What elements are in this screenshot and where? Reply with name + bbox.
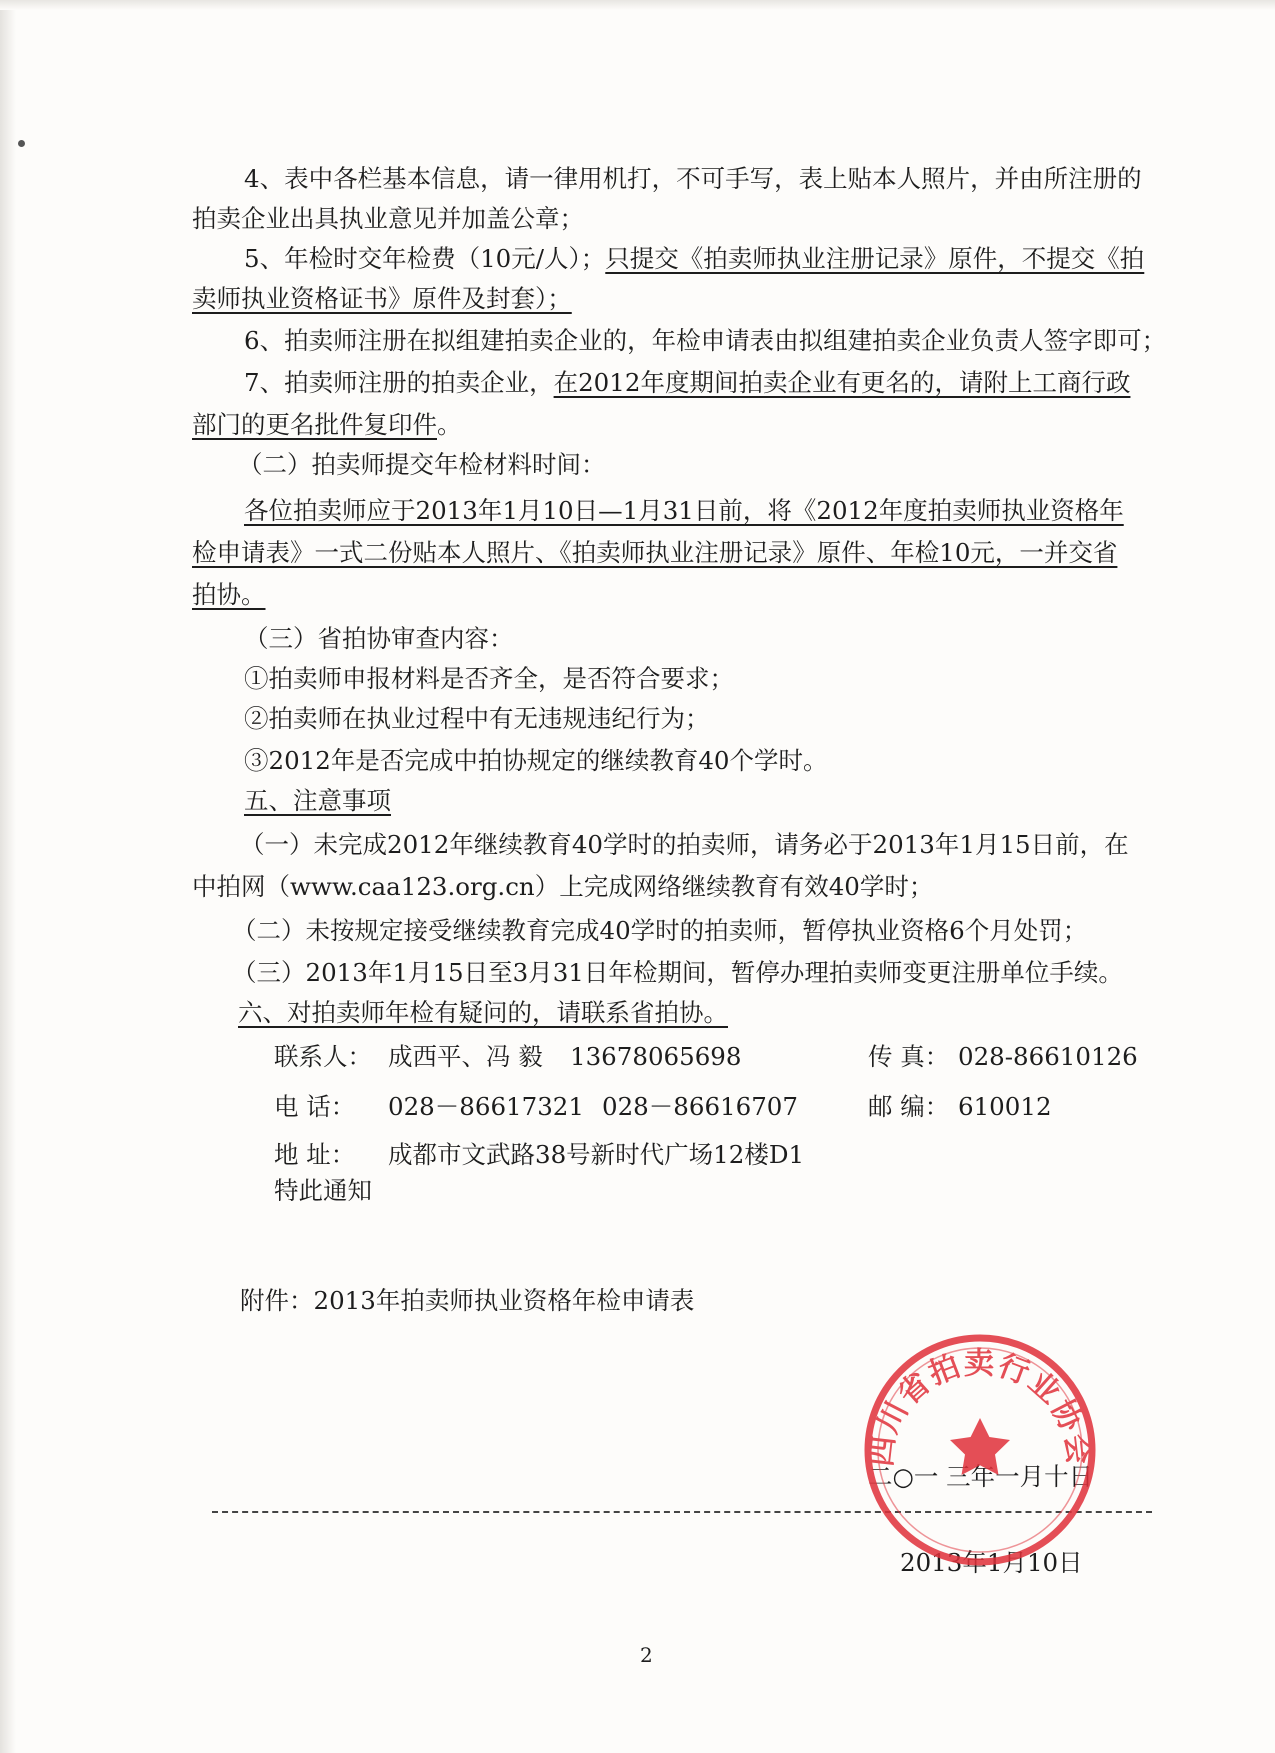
note-2: （二）未按规定接受继续教育完成40学时的拍卖师，暂停执业资格6个月处罚；	[232, 916, 1088, 945]
item-7-period: 。	[437, 410, 462, 439]
address-label: 地 址：	[274, 1140, 356, 1169]
phone-number-1: 028－86617321	[388, 1092, 584, 1121]
attachment: 附件：2013年拍卖师执业资格年检申请表	[240, 1286, 695, 1315]
sub-2-line-1: 各位拍卖师应于2013年1月10日—1月31日前，将《2012年度拍卖师执业资格年	[244, 496, 1124, 525]
official-seal	[860, 1330, 1100, 1570]
item-7-start: 7、拍卖师注册的拍卖企业，	[244, 368, 554, 397]
section-6-heading: 六、对拍卖师年检有疑问的，请联系省拍协。	[238, 998, 728, 1027]
notice-closing: 特此通知	[274, 1176, 372, 1205]
sub-3-heading: （三）省拍协审查内容：	[244, 624, 514, 653]
phone-number-2: 028－86616707	[602, 1092, 798, 1121]
page-number: 2	[640, 1643, 653, 1667]
fax-label: 传 真：	[868, 1042, 950, 1071]
date-numeric: 2013年1月10日	[900, 1548, 1083, 1577]
item-4-line-1: 4、表中各栏基本信息，请一律用机打，不可手写，表上贴本人照片，并由所注册的	[244, 164, 1142, 193]
fax-number: 028-86610126	[958, 1042, 1138, 1071]
scan-shadow-left	[0, 0, 16, 1753]
section-5-heading: 五、注意事项	[244, 786, 391, 815]
item-5-line-1	[244, 240, 1144, 278]
check-2: ②拍卖师在执业过程中有无违规违纪行为；	[244, 704, 710, 733]
scan-shadow-top	[0, 0, 1275, 10]
sub-2-heading: （二）拍卖师提交年检材料时间：	[238, 450, 606, 479]
date-chinese: 二○一 三年一月十日	[868, 1462, 1094, 1491]
contact-mobile: 13678065698	[570, 1042, 742, 1071]
note-3: （三）2013年1月15日至3月31日年检期间，暂停办理拍卖师变更注册单位手续。	[232, 958, 1123, 987]
phone-label: 电 话：	[274, 1092, 356, 1121]
check-3: ③2012年是否完成中拍协规定的继续教育40个学时。	[244, 746, 828, 775]
zip-label: 邮 编：	[868, 1092, 950, 1121]
scan-speck	[18, 140, 25, 147]
seal-star-icon	[950, 1418, 1010, 1475]
zip-code: 610012	[958, 1092, 1052, 1121]
note-1-line-1: （一）未完成2012年继续教育40学时的拍卖师，请务必于2013年1月15日前，在	[240, 830, 1129, 859]
item-5-line-2: 卖师执业资格证书》原件及封套）；	[192, 284, 572, 313]
contact-person-label: 联系人：	[274, 1042, 372, 1071]
item-7-underlined: 在2012年度期间拍卖企业有更名的，请附上工商行政	[553, 368, 1131, 397]
seal-text: 四川省拍卖行业协会	[863, 1346, 1097, 1469]
contact-person: 成西平、冯 毅	[388, 1042, 543, 1071]
item-7-line-2	[192, 406, 462, 444]
check-1: ①拍卖师申报材料是否齐全，是否符合要求；	[244, 664, 734, 693]
sub-2-line-2: 检申请表》一式二份贴本人照片、《拍卖师执业注册记录》原件、年检10元，一并交省	[192, 538, 1118, 567]
item-5-fee: 5、年检时交年检费（10元/人）；	[244, 244, 606, 273]
item-4-line-2: 拍卖企业出具执业意见并加盖公章；	[192, 204, 584, 233]
address-value: 成都市文武路38号新时代广场12楼D1	[388, 1140, 805, 1169]
sub-2-line-3: 拍协。	[192, 580, 266, 609]
item-7-line-1	[244, 364, 1130, 402]
item-5-note-underlined: 只提交《拍卖师执业注册记录》原件，不提交《拍	[605, 244, 1145, 273]
item-7-line-2-underlined: 部门的更名批件复印件	[192, 410, 437, 439]
item-6: 6、拍卖师注册在拟组建拍卖企业的，年检申请表由拟组建拍卖企业负责人签字即可；	[244, 326, 1167, 355]
note-1-line-2: 中拍网（www.caa123.org.cn）上完成网络继续教育有效40学时；	[192, 872, 934, 901]
